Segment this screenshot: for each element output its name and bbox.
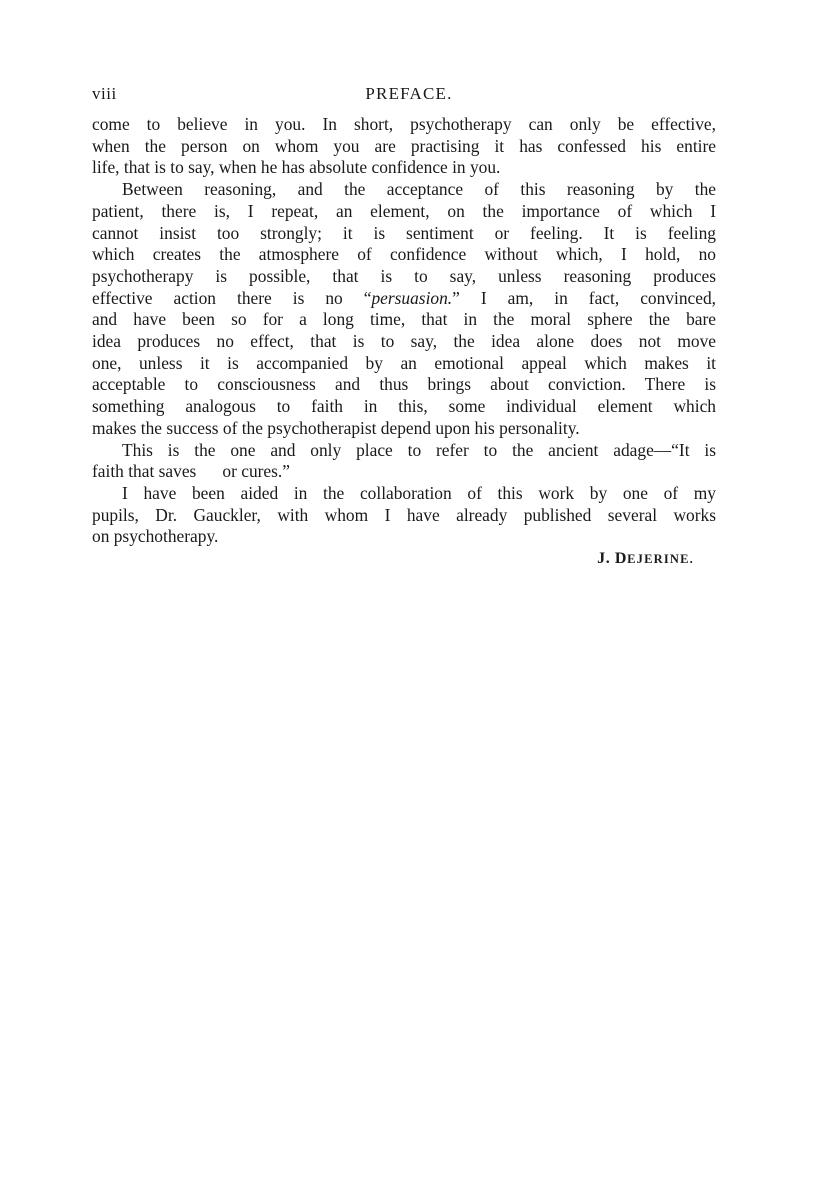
text-segment: ” I am, in fact, convinced, xyxy=(452,287,717,308)
text-line: I have been aided in the collaboration of this work by one of my xyxy=(122,482,716,503)
text-line: life, that is to say, when he has absolute confidence in you. xyxy=(92,157,501,178)
text-line: patient, there is, I repeat, an element, on the importance of which I xyxy=(92,200,716,221)
running-title: PREFACE. xyxy=(365,84,453,103)
text-line: when the person on whom you are practising it has confessed his entire xyxy=(92,135,716,156)
text-line: psychotherapy is possible, that is to say, unless reasoning produces xyxy=(92,265,716,286)
text-line: cannot insist too strongly; it is sentiment or feeling. It is feeling xyxy=(92,222,716,243)
text-line: come to believe in you. In short, psychotherapy can only be effective, xyxy=(92,114,716,134)
page-number: viii xyxy=(92,84,117,103)
text-line: makes the success of the psychotherapist depend upon his personality. xyxy=(92,417,580,438)
text-line: one, unless it is accompanied by an emotional appeal which makes it xyxy=(92,352,716,373)
text-line: Between reasoning, and the acceptance of this reasoning by the xyxy=(122,179,716,200)
text-line: This is the one and only place to refer to the ancient adage—“It is xyxy=(122,439,716,460)
text-line: on psychotherapy. xyxy=(92,526,219,547)
text-segment: effective action there is no “ xyxy=(92,287,372,308)
text-line xyxy=(92,288,716,310)
text-line: faith that saves or cures.” xyxy=(92,461,290,482)
text-line: which creates the atmosphere of confidence without which, I hold, no xyxy=(92,244,716,265)
signature-surname: EJERINE. xyxy=(627,552,694,567)
text-line: pupils, Dr. Gauckler, with whom I have already published several works xyxy=(92,504,716,525)
book-page xyxy=(92,84,716,568)
running-head xyxy=(92,84,716,110)
author-signature xyxy=(92,550,716,568)
text-line: something analogous to faith in this, some individual element which xyxy=(92,396,716,417)
signature-initial: J. D xyxy=(597,550,628,568)
text-line: idea produces no effect, that is to say, the idea alone does not move xyxy=(92,331,716,352)
body-text xyxy=(92,114,716,548)
emphasis-persuasion: persuasion. xyxy=(371,287,453,308)
text-line: and have been so for a long time, that in the moral sphere the bare xyxy=(92,309,716,330)
text-line: acceptable to consciousness and thus brings about conviction. There is xyxy=(92,374,716,395)
